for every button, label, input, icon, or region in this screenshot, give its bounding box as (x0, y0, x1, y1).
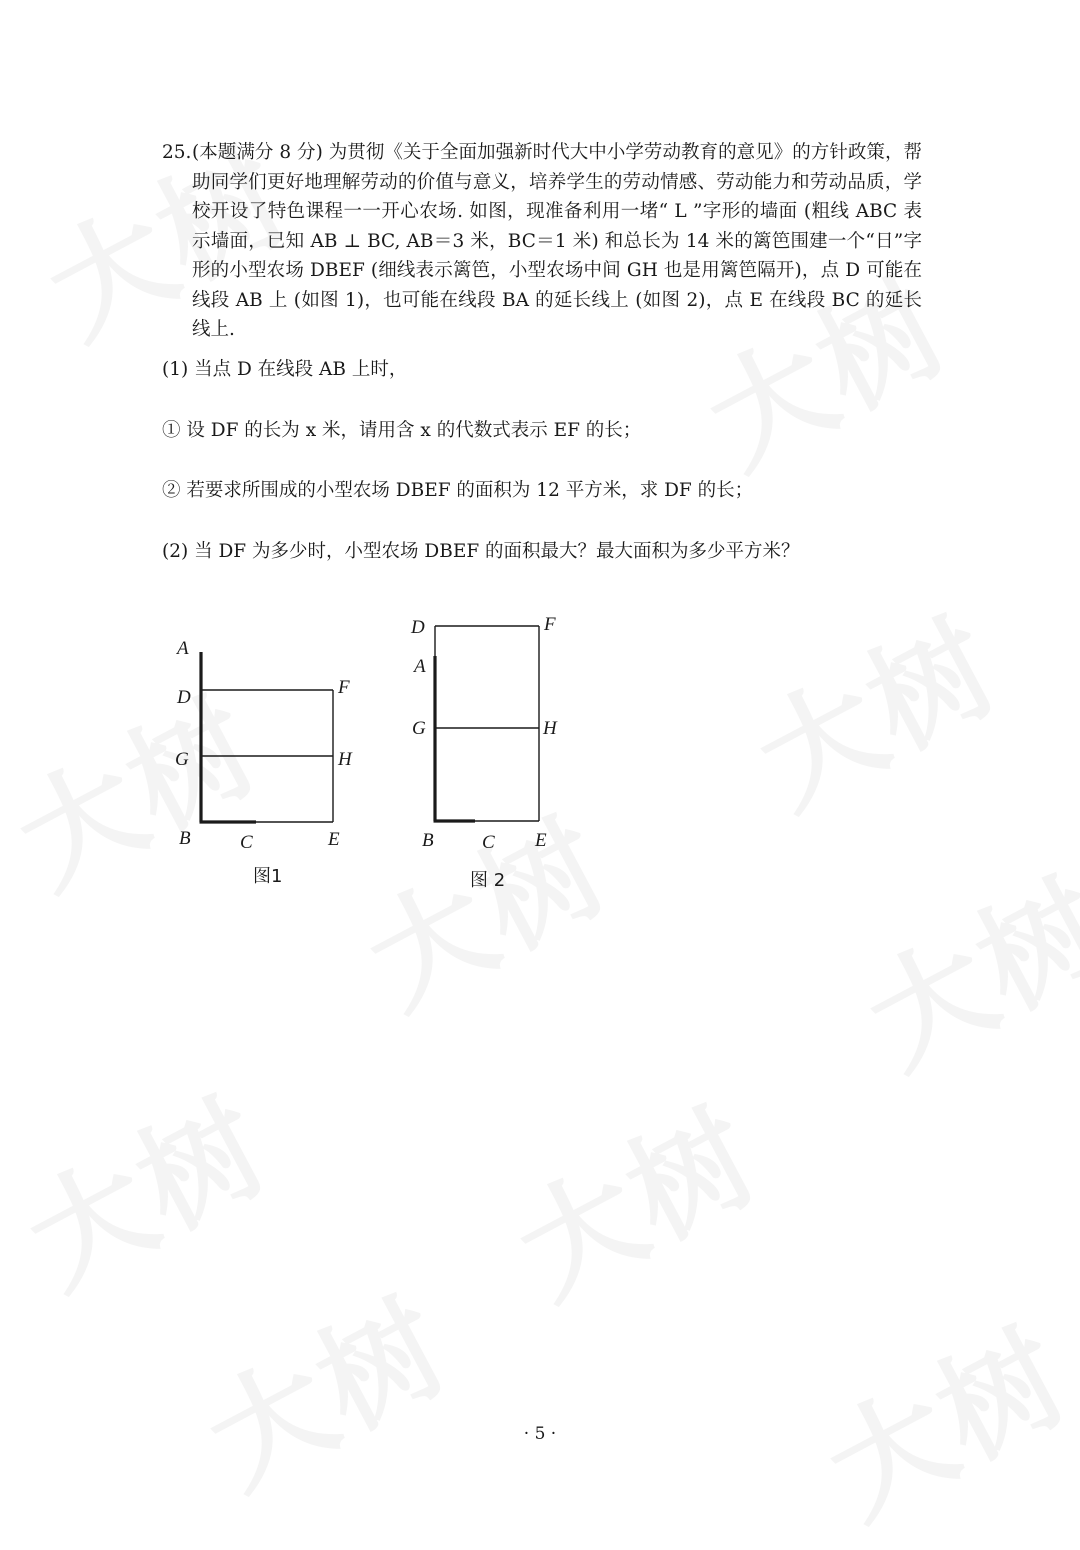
watermark (794, 1282, 1080, 1550)
question-2: (2) 当 DF 为多少时，小型农场 DBEF 的面积最大？最大面积为多少平方米？ (162, 541, 800, 562)
figure-1-diagram (160, 620, 380, 860)
question-1-2: ② 若要求所围成的小型农场 DBEF 的面积为 12 平方米，求 DF 的长； (162, 480, 754, 501)
question-1-1: ① 设 DF 的长为 x 米，请用含 x 的代数式表示 EF 的长； (162, 420, 642, 441)
watermark (174, 1252, 474, 1520)
watermark (484, 1062, 784, 1330)
watermark (834, 832, 1080, 1100)
label-d: D (411, 617, 425, 638)
page-number: · 5 · (523, 1424, 557, 1444)
label-e: E (535, 830, 547, 851)
label-h: H (543, 718, 557, 739)
problem-text: (本题满分 8 分) 为贯彻《关于全面加强新时代大中小学劳动教育的意见》的方针政策，帮助同学们更好地理解劳动的价值与意义，培养学生的劳动情感、劳动能力和劳动品质，学校开设了特色课程一一开心农场. 如图，现准备利用一堵“ L ”字形的墙面 (粗线 ABC 表示墙面，已知 AB ⊥ BC, AB＝3 米，BC＝1 米) 和总长为 14 米的篱笆围建一个“日”字形的小型农场 DBEF (细线表示篱笆，小型农场中间 GH 也是用篱笆隔开)，点 D 可能在线段 AB 上 (如图 1)，也可能在线段 BA 的延长线上 (如图 2)，点 E 在线段 BC 的延长线上. (192, 142, 922, 340)
label-f: F (544, 614, 556, 635)
label-g: G (175, 749, 189, 770)
label-b: B (179, 828, 191, 849)
label-c: C (482, 832, 495, 853)
watermark (0, 1052, 294, 1320)
label-b: B (422, 830, 434, 851)
question-1: (1) 当点 D 在线段 AB 上时， (162, 359, 408, 380)
problem-statement (162, 138, 922, 345)
label-d: D (177, 687, 191, 708)
figure-2 (405, 600, 580, 891)
label-c: C (240, 832, 253, 853)
label-g: G (412, 718, 426, 739)
problem-number: 25. (162, 142, 192, 163)
label-f: F (338, 677, 350, 698)
figure-1 (160, 620, 380, 887)
label-h: H (338, 749, 352, 770)
figure-2-diagram (405, 600, 580, 860)
watermark (724, 572, 1024, 840)
figure-1-caption: 图1 (253, 866, 283, 887)
figure-2-caption: 图 2 (470, 870, 506, 891)
label-e: E (328, 829, 340, 850)
label-a: A (414, 656, 426, 677)
label-a: A (177, 638, 189, 659)
